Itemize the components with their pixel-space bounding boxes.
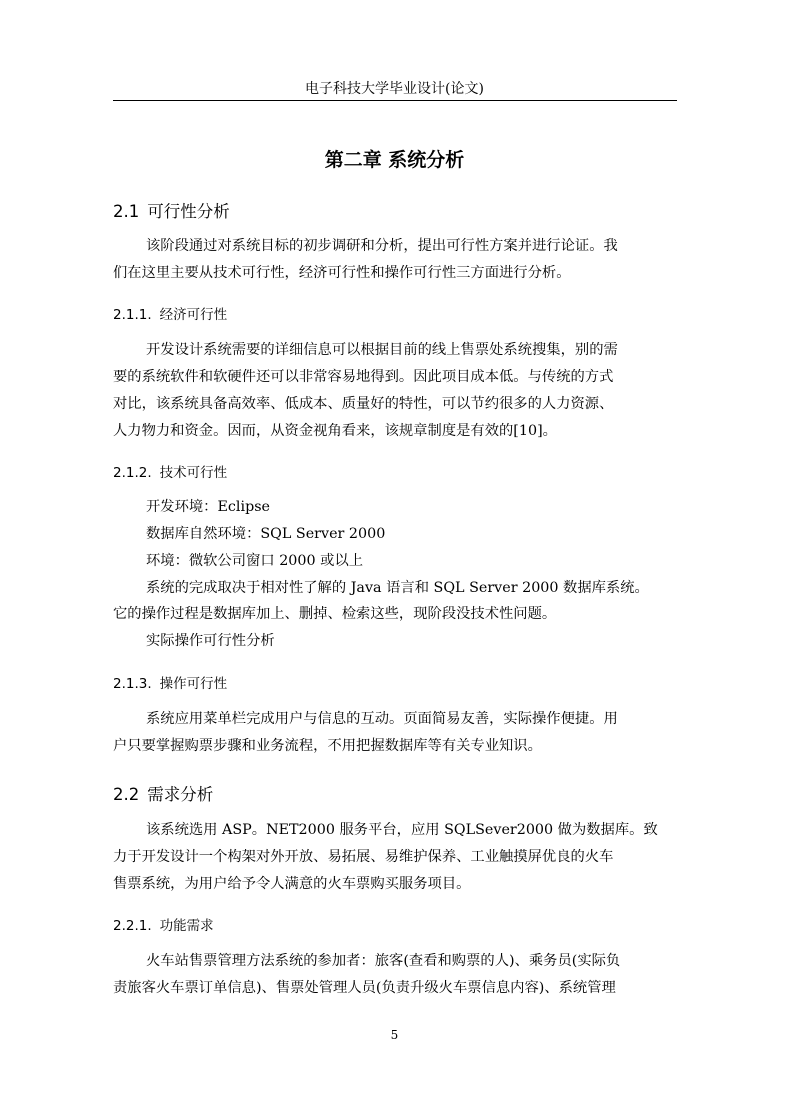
- environment-line: 环境：微软公司窗口 2000 或以上: [146, 553, 364, 569]
- subsection-title: 技术可行性: [159, 465, 228, 481]
- subsection-number: 2.1.1.: [113, 307, 152, 323]
- paragraph-line: 实际操作可行性分析: [146, 633, 275, 649]
- chapter-title: 第二章 系统分析: [324, 149, 465, 171]
- paragraph-line: 系统的完成取决于相对性了解的 Java 语言和 SQL Server 2000 数据库系统。: [146, 580, 649, 596]
- section-number: 2.2: [113, 785, 140, 804]
- subsection-number: 2.1.2.: [113, 465, 152, 481]
- subsection-number: 2.2.1.: [113, 918, 152, 934]
- subsection-heading-2-1-1: [113, 306, 227, 324]
- environment-line: 开发环境：Eclipse: [146, 499, 271, 515]
- subsection-title: 功能需求: [159, 918, 214, 934]
- subsection-heading-2-1-3: [113, 675, 227, 693]
- section-heading-2-2: [113, 784, 213, 806]
- subsection-number: 2.1.3.: [113, 676, 152, 692]
- page-number: 5: [390, 1028, 399, 1042]
- paragraph-line: 人力物力和资金。因而，从资金视角看来，该规章制度是有效的[10]。: [113, 423, 557, 439]
- header-rule: [113, 100, 677, 101]
- running-header: 电子科技大学毕业设计(论文): [305, 81, 484, 97]
- paragraph-line: 对比，该系统具备高效率、低成本、质量好的特性，可以节约很多的人力资源、: [113, 396, 614, 412]
- section-title: 可行性分析: [147, 202, 230, 221]
- subsection-title: 经济可行性: [159, 307, 228, 323]
- paragraph-line: 火车站售票管理方法系统的参加者：旅客(查看和购票的人)、乘务员(实际负: [146, 953, 621, 969]
- subsection-title: 操作可行性: [159, 676, 228, 692]
- paragraph-line: 要的系统软件和软硬件还可以非常容易地得到。因此项目成本低。与传统的方式: [113, 369, 614, 385]
- subsection-heading-2-2-1: [113, 917, 214, 935]
- paragraph-line: 该阶段通过对系统目标的初步调研和分析，提出可行性方案并进行论证。我: [146, 238, 618, 254]
- paragraph-line: 们在这里主要从技术可行性，经济可行性和操作可行性三方面进行分析。: [113, 265, 571, 281]
- paragraph-line: 系统应用菜单栏完成用户与信息的互动。页面简易友善，实际操作便捷。用: [146, 711, 618, 727]
- section-title: 需求分析: [147, 785, 214, 804]
- section-number: 2.1: [113, 202, 140, 221]
- paragraph-line: 力于开发设计一个构架对外开放、易拓展、易维护保养、工业触摸屏优良的火车: [113, 849, 614, 865]
- environment-line: 数据库自然环境：SQL Server 2000: [146, 526, 386, 542]
- section-heading-2-1: [113, 201, 230, 223]
- paragraph-line: 户只要掌握购票步骤和业务流程，不用把握数据库等有关专业知识。: [113, 738, 542, 754]
- paragraph-line: 它的操作过程是数据库加上、删掉、检索这些，现阶段没技术性问题。: [113, 606, 557, 622]
- paragraph-line: 该系统选用 ASP。NET2000 服务平台，应用 SQLSever2000 做为数据库。致: [146, 822, 658, 838]
- subsection-heading-2-1-2: [113, 464, 227, 482]
- paragraph-line: 责旅客火车票订单信息)、售票处管理人员(负责升级火车票信息内容)、系统管理: [113, 980, 616, 996]
- paragraph-line: 售票系统，为用户给予令人满意的火车票购买服务项目。: [113, 876, 471, 892]
- paragraph-line: 开发设计系统需要的详细信息可以根据目前的线上售票处系统搜集，别的需: [146, 342, 618, 358]
